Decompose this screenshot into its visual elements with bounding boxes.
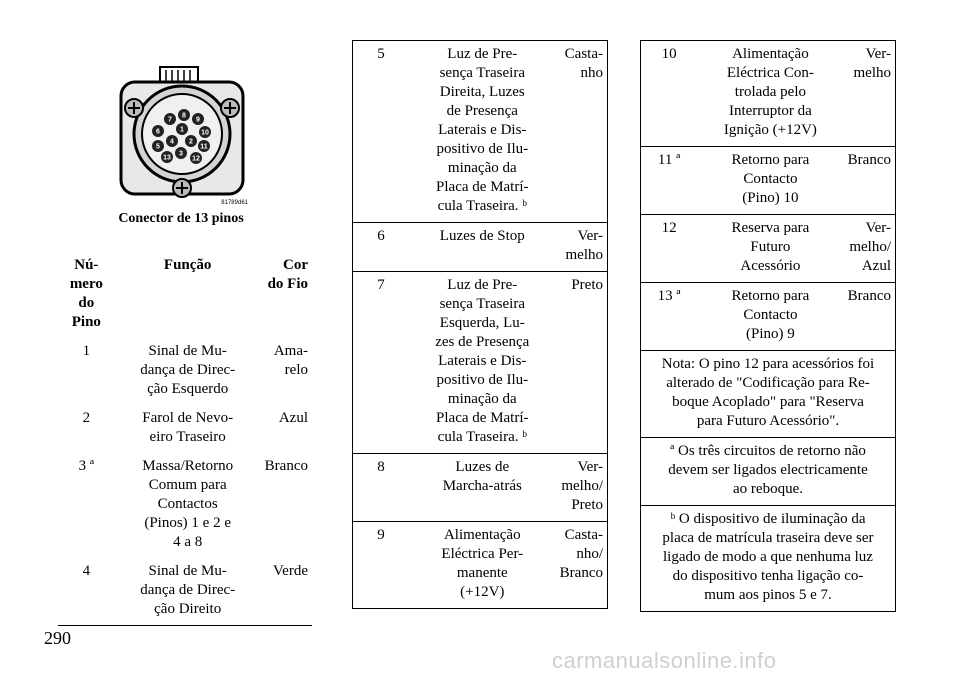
pin-10-label: 10: [201, 129, 209, 137]
connector-diagram: [112, 64, 252, 208]
pin-number: 7: [353, 272, 409, 454]
header-wire-color: Cor do Fio: [267, 257, 308, 292]
table-row: [353, 223, 607, 272]
note-text: Nota: O pino 12 para acessórios foi alterado de "Codificação para Re- boque Acoplado" para "Reserva para Futuro Acessório".: [641, 351, 895, 438]
pin-1-label: 1: [180, 126, 184, 134]
pin-2-label: 2: [189, 138, 193, 146]
table-note: [641, 351, 895, 438]
pin-function: Sinal de Mu- dança de Direc- ção Esquerdo: [140, 343, 236, 397]
pin-function: Luz de Pre- sença Traseira Esquerda, Lu- zes de Presença Laterais e Dis- positivo de Ilu- minação da Placa de Matrí- cula Traseira. ᵇ: [409, 272, 556, 454]
wire-color: Verde: [273, 563, 308, 579]
wire-color: Casta- nho/ Branco: [556, 522, 607, 609]
pin-table-part-1: [58, 252, 312, 626]
table-row: [58, 558, 312, 626]
figure-caption: Conector de 13 pinos: [118, 211, 244, 226]
watermark: carmanualsonline.info: [552, 648, 777, 673]
wire-color: Ver- melho: [853, 46, 891, 81]
wire-color: Casta- nho: [564, 46, 603, 81]
table-row: [58, 405, 312, 453]
table-row: [58, 453, 312, 558]
header-function: Função: [163, 257, 212, 273]
table-row: [641, 283, 895, 351]
table-row: [353, 41, 607, 223]
page-number: 290: [44, 628, 71, 648]
table-row: [641, 215, 895, 283]
wire-color: Ver- melho/ Preto: [556, 454, 607, 522]
pin-number: 13 ª: [641, 283, 697, 351]
wire-color: Ama- relo: [273, 343, 308, 378]
pin-number: 3 ª: [78, 458, 95, 474]
wire-color: Ver- melho: [556, 223, 607, 272]
pin-function: Sinal de Mu- dança de Direc- ção Direito: [140, 563, 236, 617]
pin-7-label: 7: [168, 116, 172, 124]
pin-number: 11 ª: [641, 147, 697, 215]
table-header: [58, 252, 312, 338]
pin-table-part-2: [352, 40, 608, 609]
pin-12-label: 12: [192, 155, 200, 163]
pin-number: 9: [353, 522, 409, 609]
table-footnote: [641, 438, 895, 506]
pin-function: Reserva para Futuro Acessório: [697, 215, 844, 283]
pin-function: Alimentação Eléctrica Con- trolada pelo Interruptor da Ignição (+12V): [723, 46, 817, 138]
pin-9-label: 9: [196, 116, 200, 124]
screw-icon: [173, 179, 191, 197]
wire-color: Azul: [278, 410, 308, 426]
pin-5-label: 5: [156, 143, 160, 151]
pin-number: 12: [641, 215, 697, 283]
pin-number: 10: [661, 46, 677, 62]
pin-function: Retorno para Contacto (Pino) 10: [697, 147, 844, 215]
pin-function: Luz de Pre- sença Traseira Direita, Luzes de Presença Laterais e Dis- positivo de Ilu- minação da Placa de Matrí- cula Traseira. ᵇ: [436, 46, 529, 214]
pin-3-label: 3: [179, 150, 183, 158]
footnote-b: ᵇ O dispositivo de iluminação da placa de matrícula traseira deve ser ligado de modo a que nenhuma luz do dispositivo tenha ligação co- mum aos pinos 5 e 7.: [641, 506, 895, 612]
wire-color: Preto: [556, 272, 607, 454]
pin-8-label: 8: [182, 112, 186, 120]
pin-13-label: 13: [163, 154, 171, 162]
pin-function: Luzes de Marcha-atrás: [409, 454, 556, 522]
wire-color: Ver- melho/ Azul: [844, 215, 895, 283]
table-row: [58, 338, 312, 405]
screw-icon: [221, 99, 239, 117]
wire-color: Branco: [264, 458, 308, 474]
pin-number: 5: [377, 46, 385, 62]
pin-11-label: 11: [200, 143, 208, 151]
figure-code: 81789d61: [221, 200, 248, 206]
wire-color: Branco: [844, 147, 895, 215]
pin-number: 6: [353, 223, 409, 272]
footnote-a: ª Os três circuitos de retorno não devem ser ligados electricamente ao reboque.: [641, 438, 895, 506]
pin-function: Farol de Nevo- eiro Traseiro: [142, 410, 234, 445]
table-row: [353, 272, 607, 454]
table-row: [353, 454, 607, 522]
table-row: [641, 147, 895, 215]
pin-number: 2: [82, 410, 91, 426]
header-pin-number: Nú- mero do Pino: [69, 257, 103, 330]
pin-number: 1: [82, 343, 91, 359]
pin-function: Alimentação Eléctrica Per- manente (+12V): [409, 522, 556, 609]
table-row: [353, 522, 607, 609]
pin-4-label: 4: [170, 138, 174, 146]
pin-table-part-3: [640, 40, 896, 612]
screw-icon: [125, 99, 143, 117]
pin-function: Luzes de Stop: [409, 223, 556, 272]
pin-number: 8: [353, 454, 409, 522]
wire-color: Branco: [844, 283, 895, 351]
table-footnote: [641, 506, 895, 612]
pin-6-label: 6: [156, 128, 160, 136]
pin-function: Retorno para Contacto (Pino) 9: [697, 283, 844, 351]
table-row: [641, 41, 895, 147]
pin-number: 4: [82, 563, 91, 579]
pin-function: Massa/Retorno Comum para Contactos (Pinos) 1 e 2 e 4 a 8: [142, 458, 234, 550]
